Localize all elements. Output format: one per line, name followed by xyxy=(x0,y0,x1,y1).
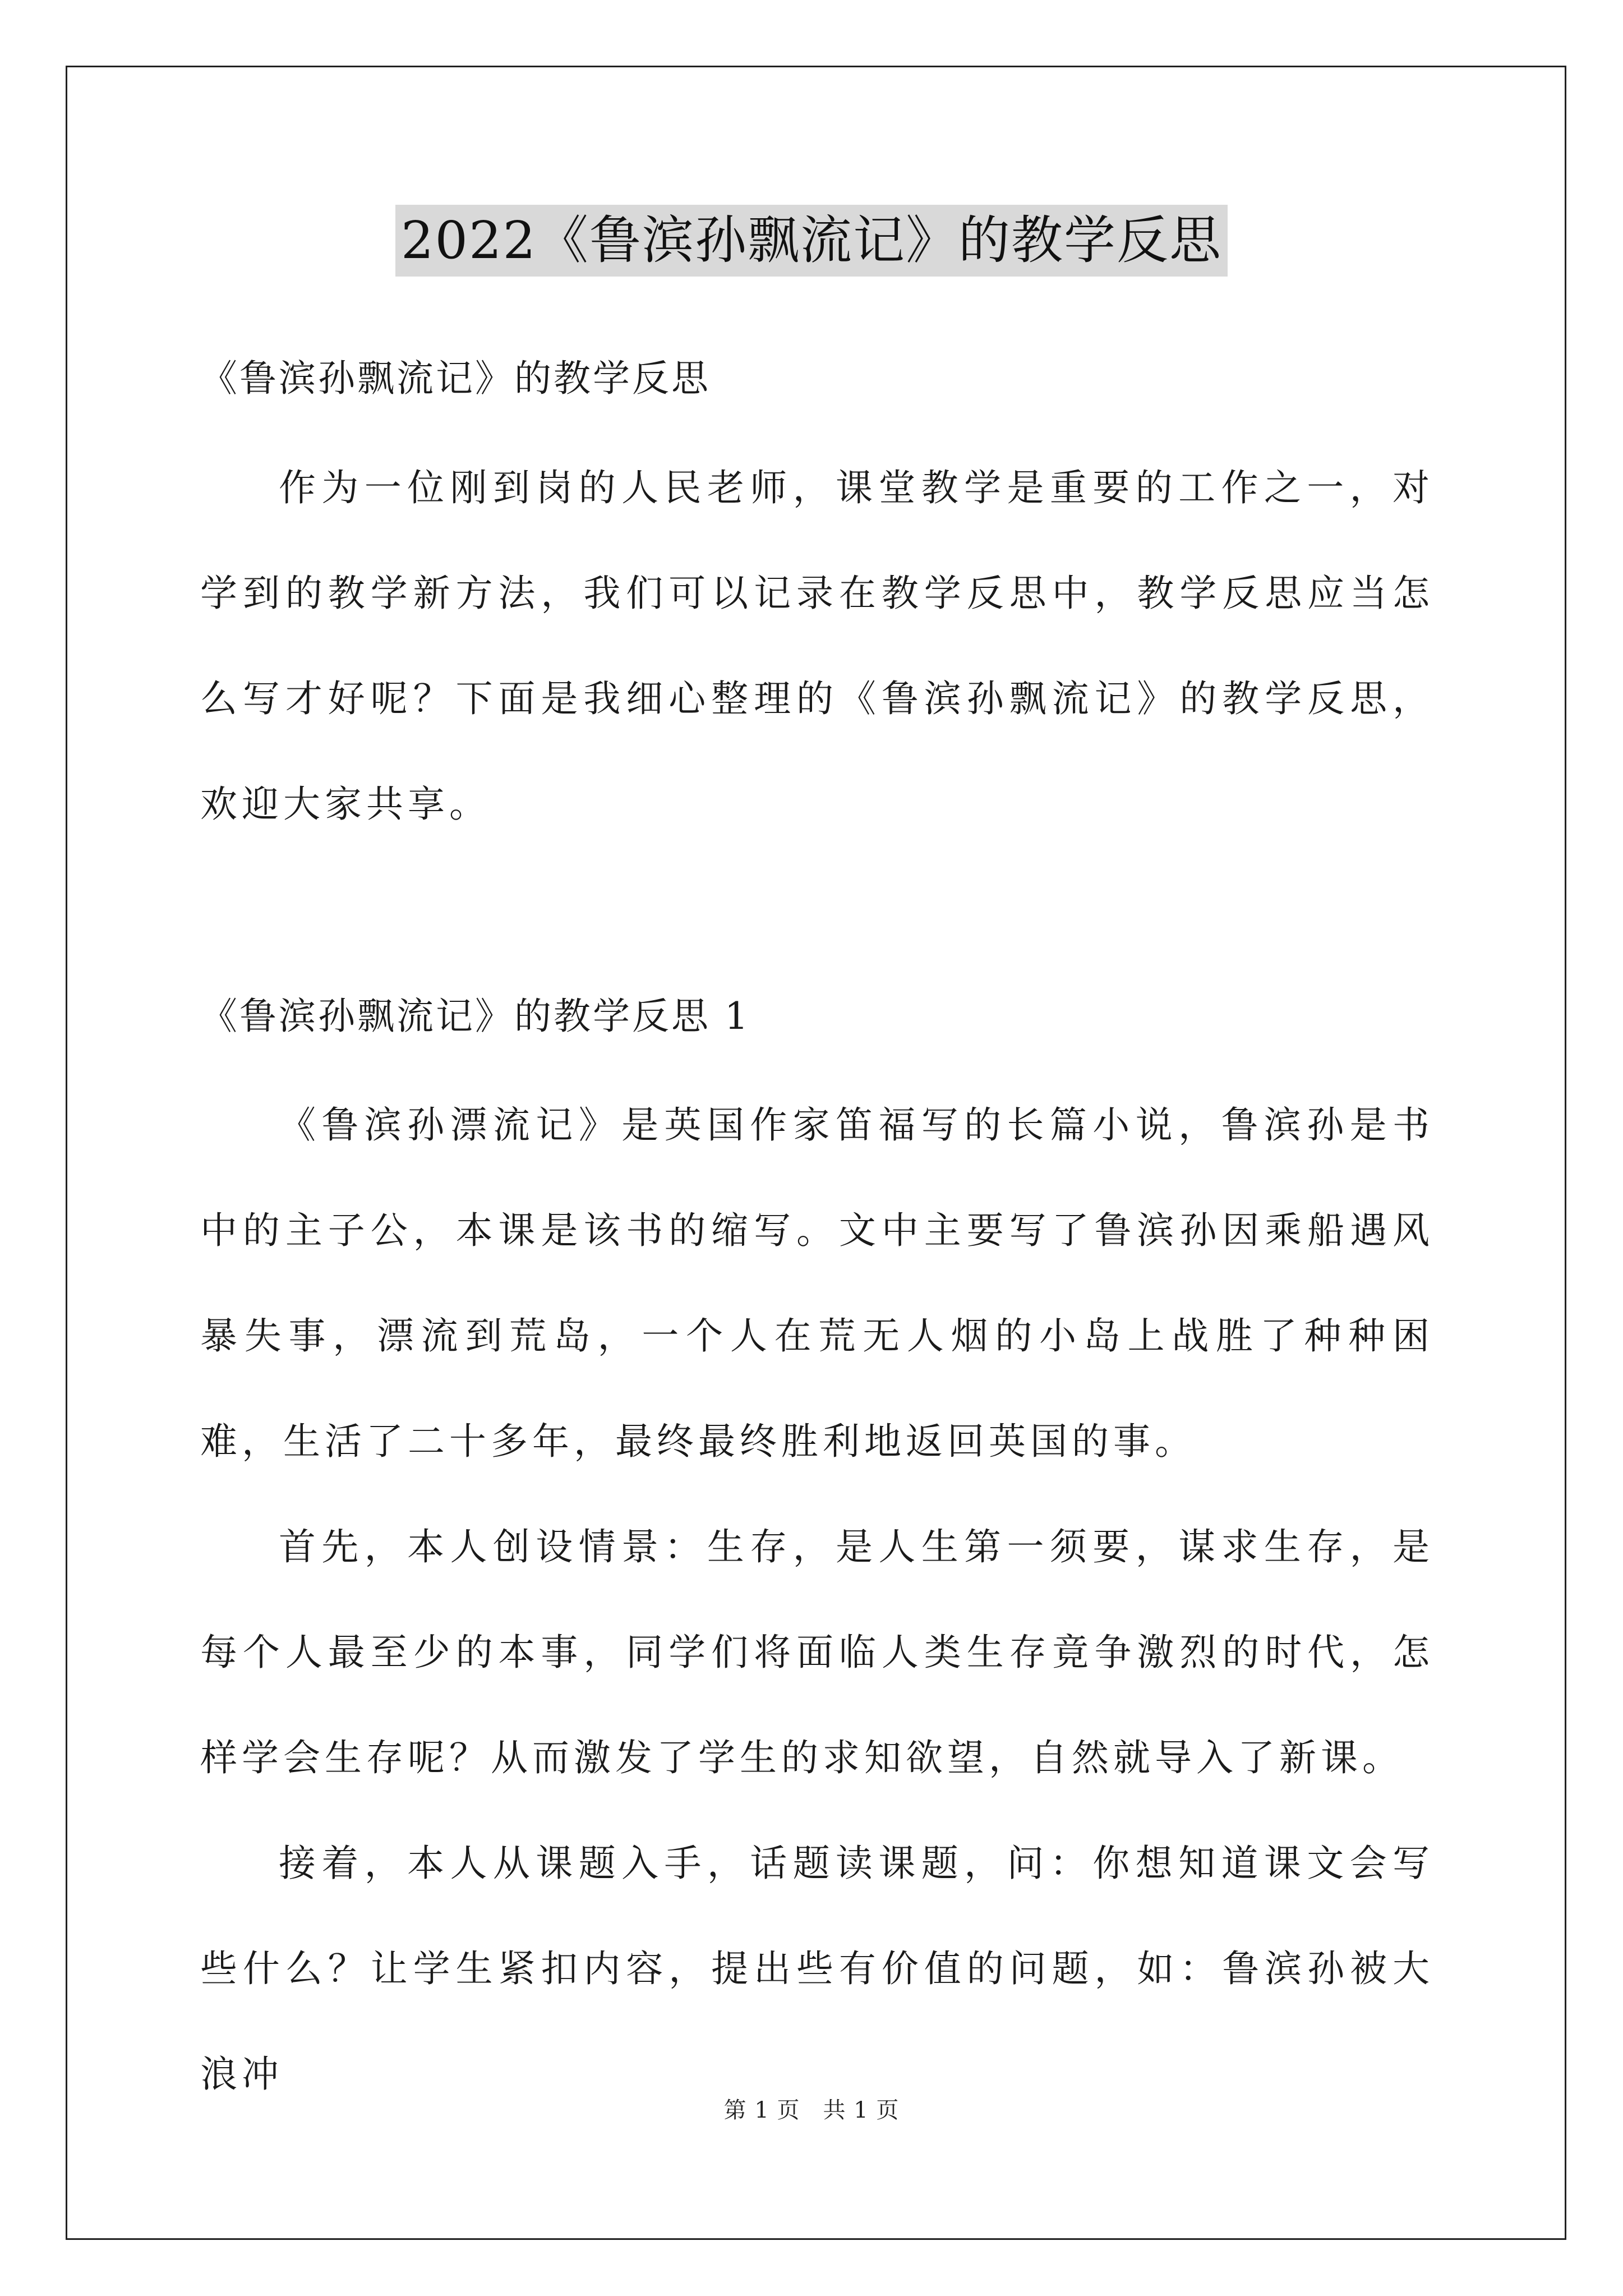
document-title: 2022《鲁滨孙飘流记》的教学反思 xyxy=(395,205,1228,277)
section-heading: 《鲁滨孙飘流记》的教学反思 1 xyxy=(200,995,750,1038)
body-paragraph: 首先，本人创设情景：生存，是人生第一须要，谋求生存，是每个人最至少的本事，同学们将面临人类生存竟争激烈的时代，怎样学会生存呢？从而激发了学生的求知欲望，自然就导入了新课。 xyxy=(200,1525,1434,1779)
title-container xyxy=(0,205,1623,277)
page-footer: 第 1 页 共 1 页 xyxy=(723,2097,900,2123)
body-paragraph: 接着，本人从课题入手，话题读课题，问：你想知道课文会写些什么？让学生紧扣内容，提出些有价值的问题，如：鲁滨孙被大浪冲 xyxy=(200,1842,1434,2096)
intro-paragraph: 作为一位刚到岗的人民老师，课堂教学是重要的工作之一，对学到的教学新方法，我们可以记录在教学反思中，教学反思应当怎么写才好呢？下面是我细心整理的《鲁滨孙飘流记》的教学反思，欢迎大家共享。 xyxy=(200,466,1434,826)
document-subtitle: 《鲁滨孙飘流记》的教学反思 xyxy=(200,357,711,400)
body-paragraph: 《鲁滨孙漂流记》是英国作家笛福写的长篇小说，鲁滨孙是书中的主子公，本课是该书的缩写。文中主要写了鲁滨孙因乘船遇风暴失事，漂流到荒岛，一个人在荒无人烟的小岛上战胜了种种困难，生活了二十多年，最终最终胜利地返回英国的事。 xyxy=(200,1103,1434,1463)
